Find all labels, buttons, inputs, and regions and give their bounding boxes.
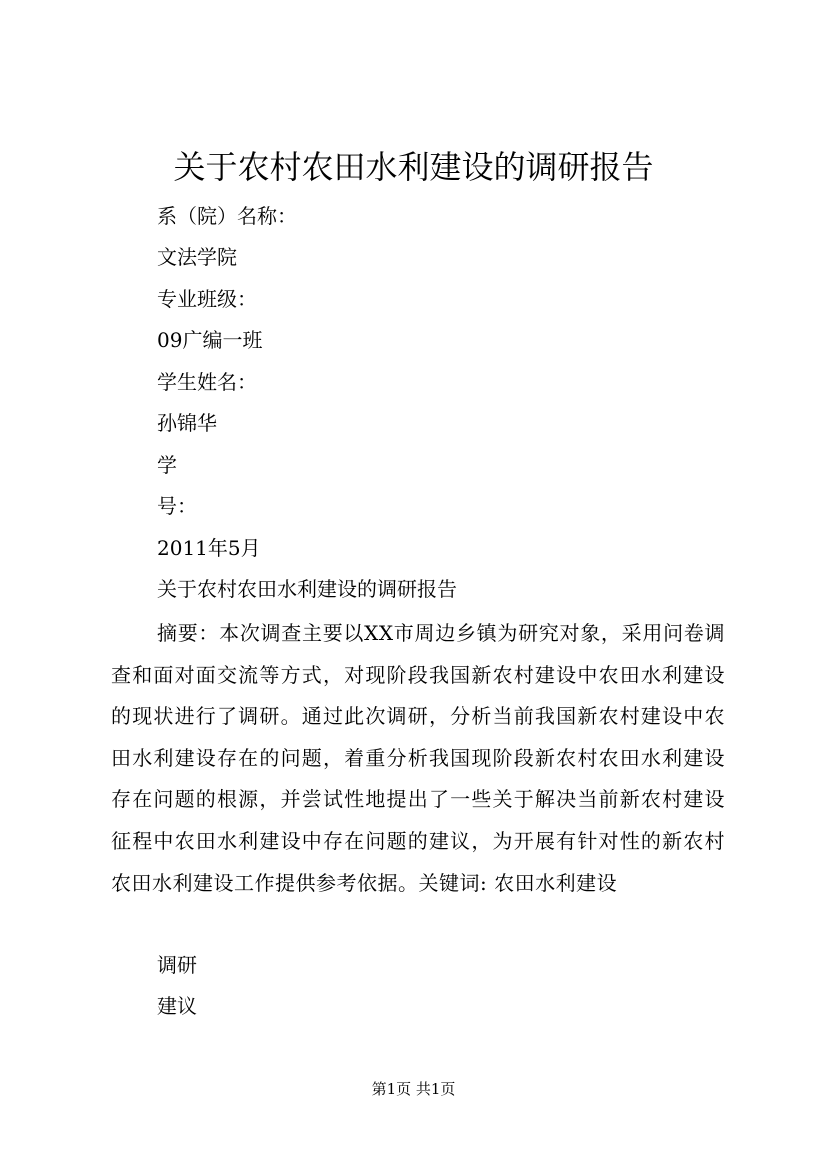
class-label: 专业班级： (157, 287, 257, 311)
student-id-label-part2: 号： (157, 494, 197, 518)
department-label: 系（院）名称： (157, 204, 297, 228)
student-name-value: 孙锦华 (157, 411, 217, 435)
keyword-research: 调研 (157, 953, 197, 977)
student-id-label-part1: 学 (157, 453, 177, 477)
keyword-suggestion: 建议 (157, 994, 197, 1018)
department-value: 文法学院 (157, 245, 237, 269)
abstract-paragraph: 摘要：本次调查主要以XX市周边乡镇为研究对象，采用问卷调查和面对面交流等方式，对现阶段我国新农村建设中农田水利建设的现状进行了调研。通过此次调研，分析当前我国新农村建设中农田水利建设存在的问题，着重分析我国现阶段新农村农田水利建设存在问题的根源，并尝试性地提出了一些关于解决当前新农村建设征程中农田水利建设中存在问题的建议，为开展有针对性的新农村农田水利建设工作提供参考依据。关键词: 农田水利建设 (111, 621, 725, 895)
document-title: 关于农村农田水利建设的调研报告 (173, 148, 654, 186)
class-value: 09广编一班 (157, 328, 263, 352)
report-subtitle: 关于农村农田水利建设的调研报告 (157, 577, 457, 601)
date: 2011年5月 (157, 536, 261, 560)
page-footer: 第1页 共1页 (371, 1080, 456, 1098)
student-name-label: 学生姓名： (157, 370, 257, 394)
